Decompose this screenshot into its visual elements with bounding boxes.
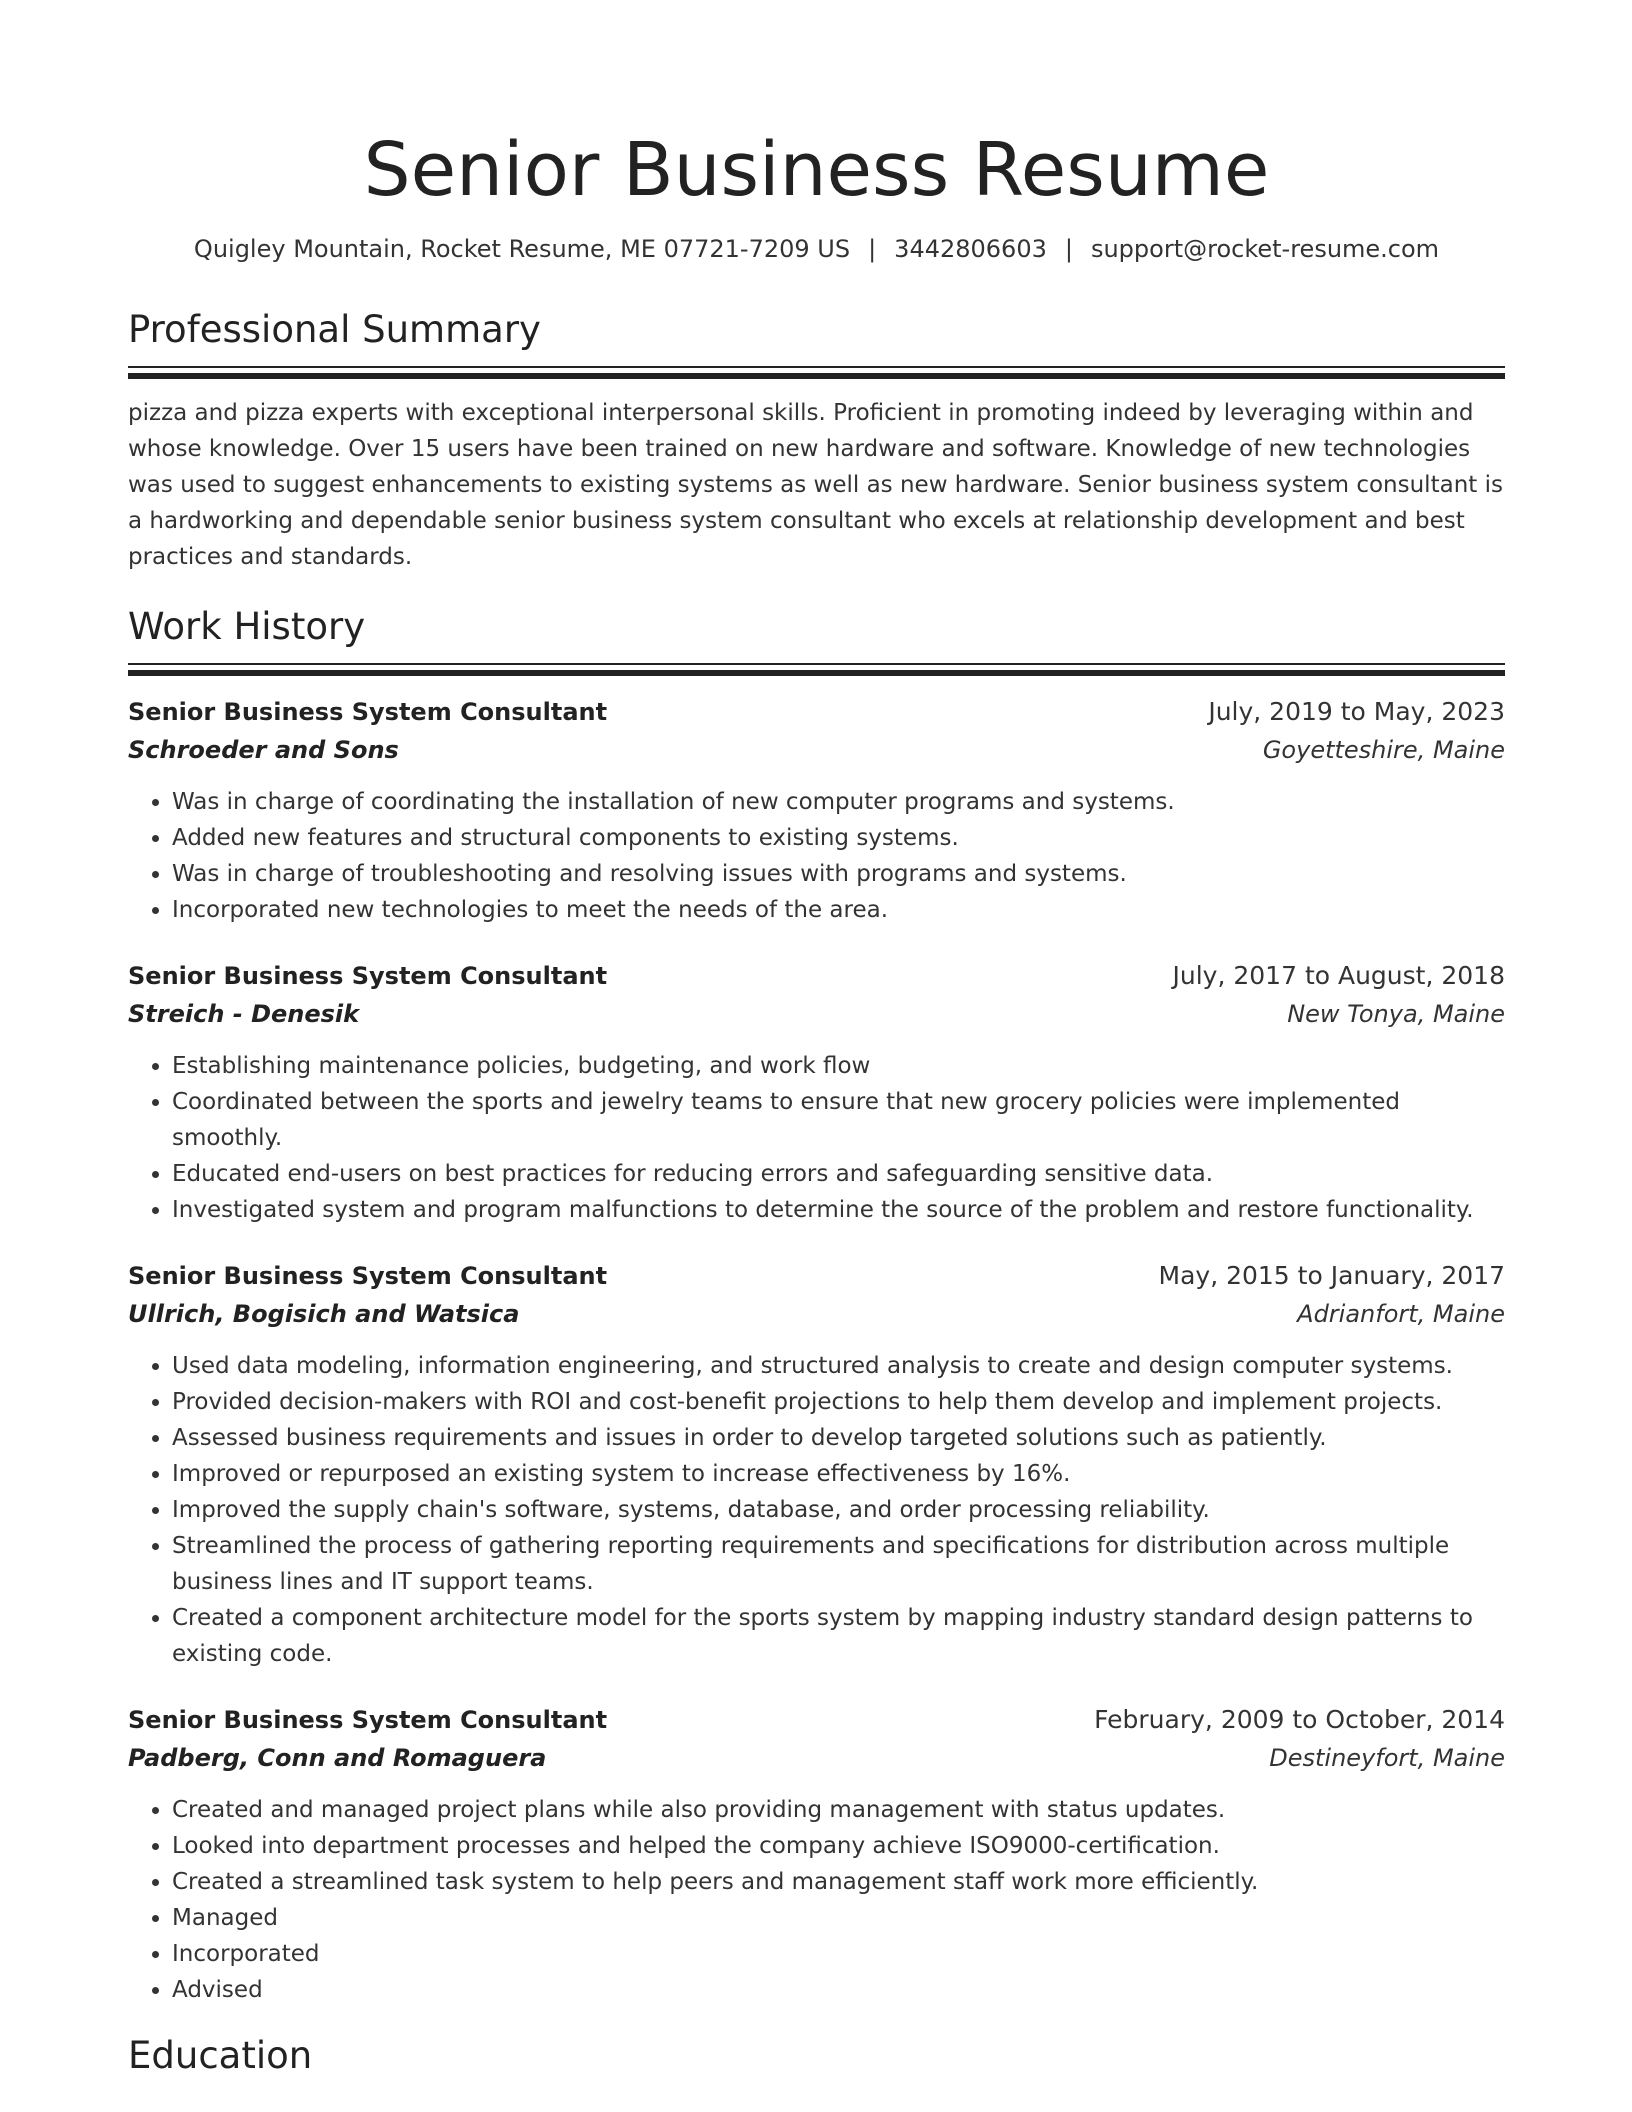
job-bullet: • Improved or repurposed an existing system to increase effectiveness by 16%. <box>172 1456 1505 1492</box>
job-bullet: • Created and managed project plans while also providing management with status updates. <box>172 1792 1505 1828</box>
job-company: Padberg, Conn and Romaguera <box>128 1744 547 1772</box>
job-title: Senior Business System Consultant <box>128 962 608 990</box>
job-company-row <box>128 730 1505 770</box>
job-bullet: • Coordinated between the sports and jewelry teams to ensure that new grocery policies were implemented smoothly. <box>172 1084 1505 1156</box>
job-company-row <box>128 994 1505 1034</box>
job-bullet: • Used data modeling, information engineering, and structured analysis to create and design computer systems. <box>172 1348 1505 1384</box>
job-company-row <box>128 1294 1505 1334</box>
job-bullet: • Educated end-users on best practices for reducing errors and safeguarding sensitive data. <box>172 1156 1505 1192</box>
job-bullet: • Created a streamlined task system to help peers and management staff work more efficiently. <box>172 1864 1505 1900</box>
resume-page <box>128 0 1505 2080</box>
job-company: Schroeder and Sons <box>128 736 399 764</box>
job-company: Ullrich, Bogisich and Watsica <box>128 1300 520 1328</box>
job-bullet: • Investigated system and program malfunctions to determine the source of the problem and restore functionality. <box>172 1192 1505 1228</box>
job-title: Senior Business System Consultant <box>128 698 608 726</box>
job-bullet: • Establishing maintenance policies, budgeting, and work flow <box>172 1048 1505 1084</box>
job-bullet: • Assessed business requirements and issues in order to develop targeted solutions such as patiently. <box>172 1420 1505 1456</box>
job-entry <box>128 1702 1505 2008</box>
job-bullet: • Incorporated new technologies to meet the needs of the area. <box>172 892 1505 928</box>
job-dates: May, 2015 to January, 2017 <box>1158 1261 1505 1290</box>
contact-separator: | <box>868 235 877 263</box>
job-bullet: • Improved the supply chain's software, systems, database, and order processing reliability. <box>172 1492 1505 1528</box>
job-entry <box>128 694 1505 928</box>
contact-phone: 3442806603 <box>894 235 1047 263</box>
job-company: Streich - Denesik <box>128 1000 360 1028</box>
job-bullet: • Streamlined the process of gathering reporting requirements and specifications for distribution across multiple business lines and IT support teams. <box>172 1528 1505 1600</box>
job-header-row <box>128 694 1505 730</box>
job-bullets <box>128 784 1505 928</box>
job-dates: February, 2009 to October, 2014 <box>1094 1705 1505 1734</box>
job-bullets <box>128 1792 1505 2008</box>
section-divider-thick <box>128 373 1505 379</box>
job-bullet: • Provided decision-makers with ROI and cost-benefit projections to help them develop and implement projects. <box>172 1384 1505 1420</box>
job-location: Goyetteshire, Maine <box>1262 736 1505 764</box>
resume-title: Senior Business Resume <box>363 127 1270 213</box>
job-bullet: • Advised <box>172 1972 1505 2008</box>
job-header-row <box>128 1258 1505 1294</box>
contact-address: Quigley Mountain, Rocket Resume, ME 07721-7209 US <box>193 235 851 263</box>
job-bullet: • Was in charge of troubleshooting and resolving issues with programs and systems. <box>172 856 1505 892</box>
job-title: Senior Business System Consultant <box>128 1262 608 1290</box>
job-dates: July, 2017 to August, 2018 <box>1172 961 1505 990</box>
job-bullet: • Incorporated <box>172 1936 1505 1972</box>
job-header-row <box>128 958 1505 994</box>
job-bullets <box>128 1348 1505 1672</box>
job-entry <box>128 958 1505 1228</box>
job-bullets <box>128 1048 1505 1228</box>
job-bullet: • Added new features and structural components to existing systems. <box>172 820 1505 856</box>
contact-line <box>128 232 1505 266</box>
section-divider <box>128 663 1505 665</box>
section-title-work-history: Work History <box>128 605 366 648</box>
job-location: New Tonya, Maine <box>1287 1000 1505 1028</box>
contact-email: support@rocket-resume.com <box>1090 235 1440 263</box>
job-location: Adrianfort, Maine <box>1297 1300 1505 1328</box>
contact-separator: | <box>1064 235 1073 263</box>
job-location: Destineyfort, Maine <box>1269 1744 1505 1772</box>
section-divider-thick <box>128 670 1505 676</box>
section-divider <box>128 366 1505 368</box>
job-company-row <box>128 1738 1505 1778</box>
job-dates: July, 2019 to May, 2023 <box>1208 697 1505 726</box>
job-entry <box>128 1258 1505 1672</box>
job-bullet: • Managed <box>172 1900 1505 1936</box>
summary-text: pizza and pizza experts with exceptional interpersonal skills. Proficient in promoting indeed by leveraging within and whose knowledge. Over 15 users have been trained on new hardware and software. Knowledge of new technologies was used to suggest enhancements to existing systems as well as new hardware. Senior business system consultant is a hardworking and dependable senior business system consultant who excels at relationship development and best practices and standards. <box>128 400 1503 570</box>
section-title-education: Education <box>128 2034 313 2077</box>
job-header-row <box>128 1702 1505 1738</box>
job-title: Senior Business System Consultant <box>128 1706 608 1734</box>
job-bullet: • Was in charge of coordinating the installation of new computer programs and systems. <box>172 784 1505 820</box>
job-bullet: • Looked into department processes and helped the company achieve ISO9000-certification. <box>172 1828 1505 1864</box>
job-bullet: • Created a component architecture model for the sports system by mapping industry standard design patterns to existing code. <box>172 1600 1505 1672</box>
section-title-summary: Professional Summary <box>128 308 541 351</box>
